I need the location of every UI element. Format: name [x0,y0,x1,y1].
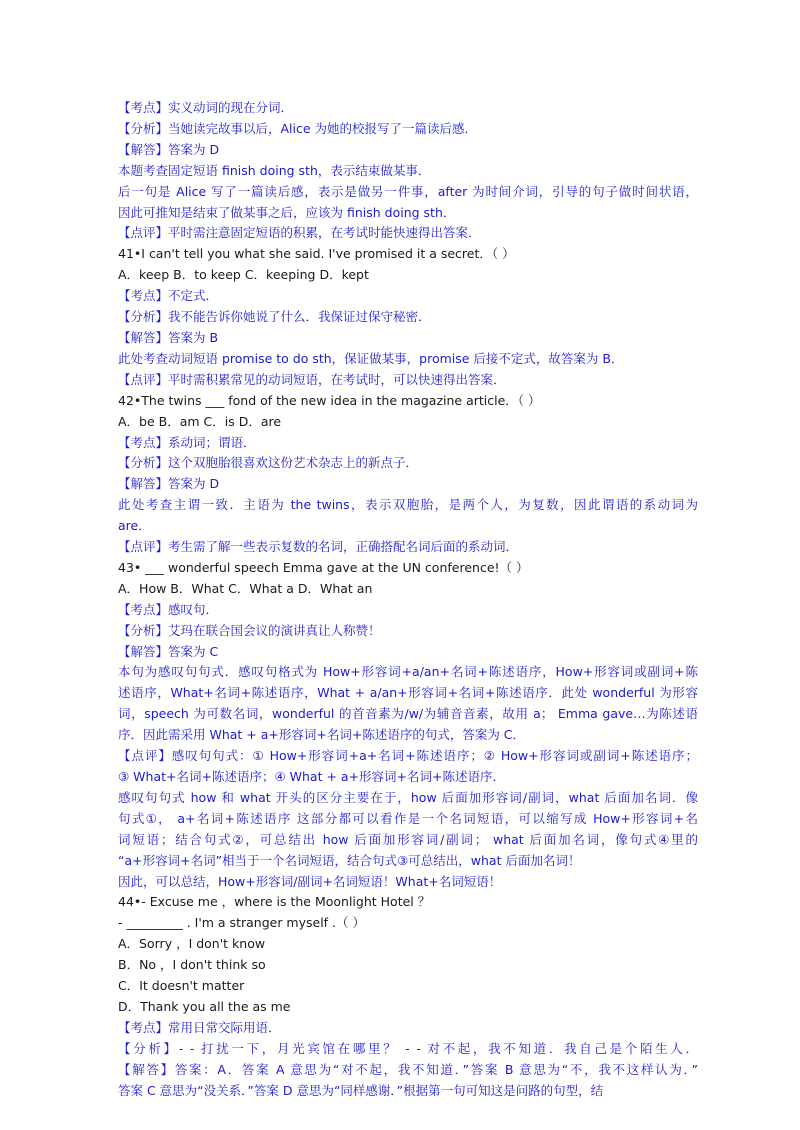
text-line: 【分析】艾玛在联合国会议的演讲真让人称赞！ [118,622,381,638]
text-line: 【考点】常用日常交际用语． [118,1019,281,1035]
text-line: C．It doesn't matter [118,978,245,994]
text-line: 【解答】答案为 C [118,643,219,659]
text-line: 【解答】答案：A．答案 A 意思为“对不起，我不知道．”答案 B 意思为“不，我不这样认为．” [118,1061,698,1077]
text-line: 因此可推知是结束了做某事之后，应该为 finish doing sth． [118,204,456,220]
text-line: 【解答】答案为 B [118,329,219,345]
text-line: 【考点】不定式． [118,288,219,304]
text-line: A．Sorry ，I don't know [118,936,266,952]
text-line: 【分析】当她读完故事以后，Alice 为她的校报写了一篇读后感． [118,120,478,136]
text-line: 述语序，What+名词+陈述语序，What + a/an+形容词+名词+陈述语序．此处 wonderful 为形容 [118,685,698,701]
text-line: 【点评】平时需注意固定短语的积累，在考试时能快速得出答案． [118,225,481,241]
text-line: are． [118,518,151,534]
text-line: 句式①， a+名词+陈述语序 这部分都可以看作是一个名词短语，可以缩写成 How+形容词+名 [118,810,698,826]
text-line: 43• ___ wonderful speech Emma gave at the UN conference!（ ） [118,559,529,575]
text-line: A．How B．What C．What a D．What an [118,580,373,596]
text-line: 【分析】- - 打扰一下，月光宾馆在哪里？ - - 对不起，我不知道．我自己是个陌生人． [118,1040,698,1056]
text-line: 【分析】我不能告诉你她说了什么．我保证过保守秘密． [118,309,431,325]
text-line: 44•- Excuse me ，where is the Moonlight Hotel ？ [118,894,431,910]
text-line: 【考点】感叹句． [118,601,219,617]
text-line: 词短语；结合句式②，可总结出 how 后面加形容词/副词； what 后面加名词，像句式④里的 [118,831,698,847]
text-line: 词，speech 为可数名词，wonderful 的首音素为/w/为辅音音素，故用 a； Emma gave…为陈述语 [118,706,698,722]
text-line: 本题考查固定短语 finish doing sth，表示结束做某事． [118,162,431,178]
text-line: 感叹句句式 how 和 what 开头的区分主要在于，how 后面加形容词/副词，what 后面加名词．像 [118,789,698,805]
text-line: 此处考查动词短语 promise to do sth，保证做某事，promise 后接不定式，故答案为 B． [118,350,624,366]
text-line: 41•I can't tell you what she said. I've promised it a secret．（ ） [118,246,515,262]
text-line: 【点评】考生需了解一些表示复数的名词，正确搭配名词后面的系动词． [118,539,519,555]
text-line: 【考点】实义动词的现在分词． [118,100,294,115]
text-line: A．keep B．to keep C．keeping D．kept [118,267,369,283]
text-line: 此处考查主谓一致．主语为 the twins，表示双胞胎，是两个人，为复数，因此谓语的系动词为 [118,497,698,513]
text-line: ③ What+名词+陈述语序；④ What + a+形容词+名词+陈述语序． [118,769,505,784]
text-line: 因此，可以总结，How+形容词/副词+名词短语！What+名词短语！ [118,873,502,889]
text-line: D．Thank you all the as me [118,998,291,1014]
text-line: A．be B．am C．is D．are [118,413,282,429]
text-line: “a+形容词+名词”相当于一个名词短语，结合句式③可总结出，what 后面加名词！ [118,852,581,868]
text-line: 【分析】这个双胞胎很喜欢这份艺术杂志上的新点子． [118,455,419,471]
text-line: 答案 C 意思为“没关系．”答案 D 意思为“同样感谢．”根据第一句可知这是问路的句型，结 [118,1082,604,1098]
text-line: - _________ . I'm a stranger myself .（ ） [118,915,366,931]
text-line: 【点评】感叹句句式：① How+形容词+a+名词+陈述语序；② How+形容词或副词+陈述语序； [118,748,698,764]
text-line: B．No ，I don't think so [118,957,266,973]
text-line: 后一句是 Alice 写了一篇读后感，表示是做另一件事，after 为时间介词，引导的句子做时间状语， [118,183,698,199]
text-line: 42•The twins ___ fond of the new idea in the magazine article．（ ） [118,392,541,408]
text-line: 序．因此需采用 What + a+形容词+名词+陈述语序的句式，答案为 C． [118,727,526,743]
text-line: 【考点】系动词；谓语． [118,434,256,450]
text-line: 【点评】平时需积累常见的动词短语，在考试时，可以快速得出答案． [118,371,506,387]
text-line: 本句为感叹句句式．感叹句格式为 How+形容词+a/an+名词+陈述语序，How+形容词或副词+陈 [118,664,698,680]
document-page [118,98,698,1102]
text-line: 【解答】答案为 D [118,476,220,492]
text-line: 【解答】答案为 D [118,141,220,157]
